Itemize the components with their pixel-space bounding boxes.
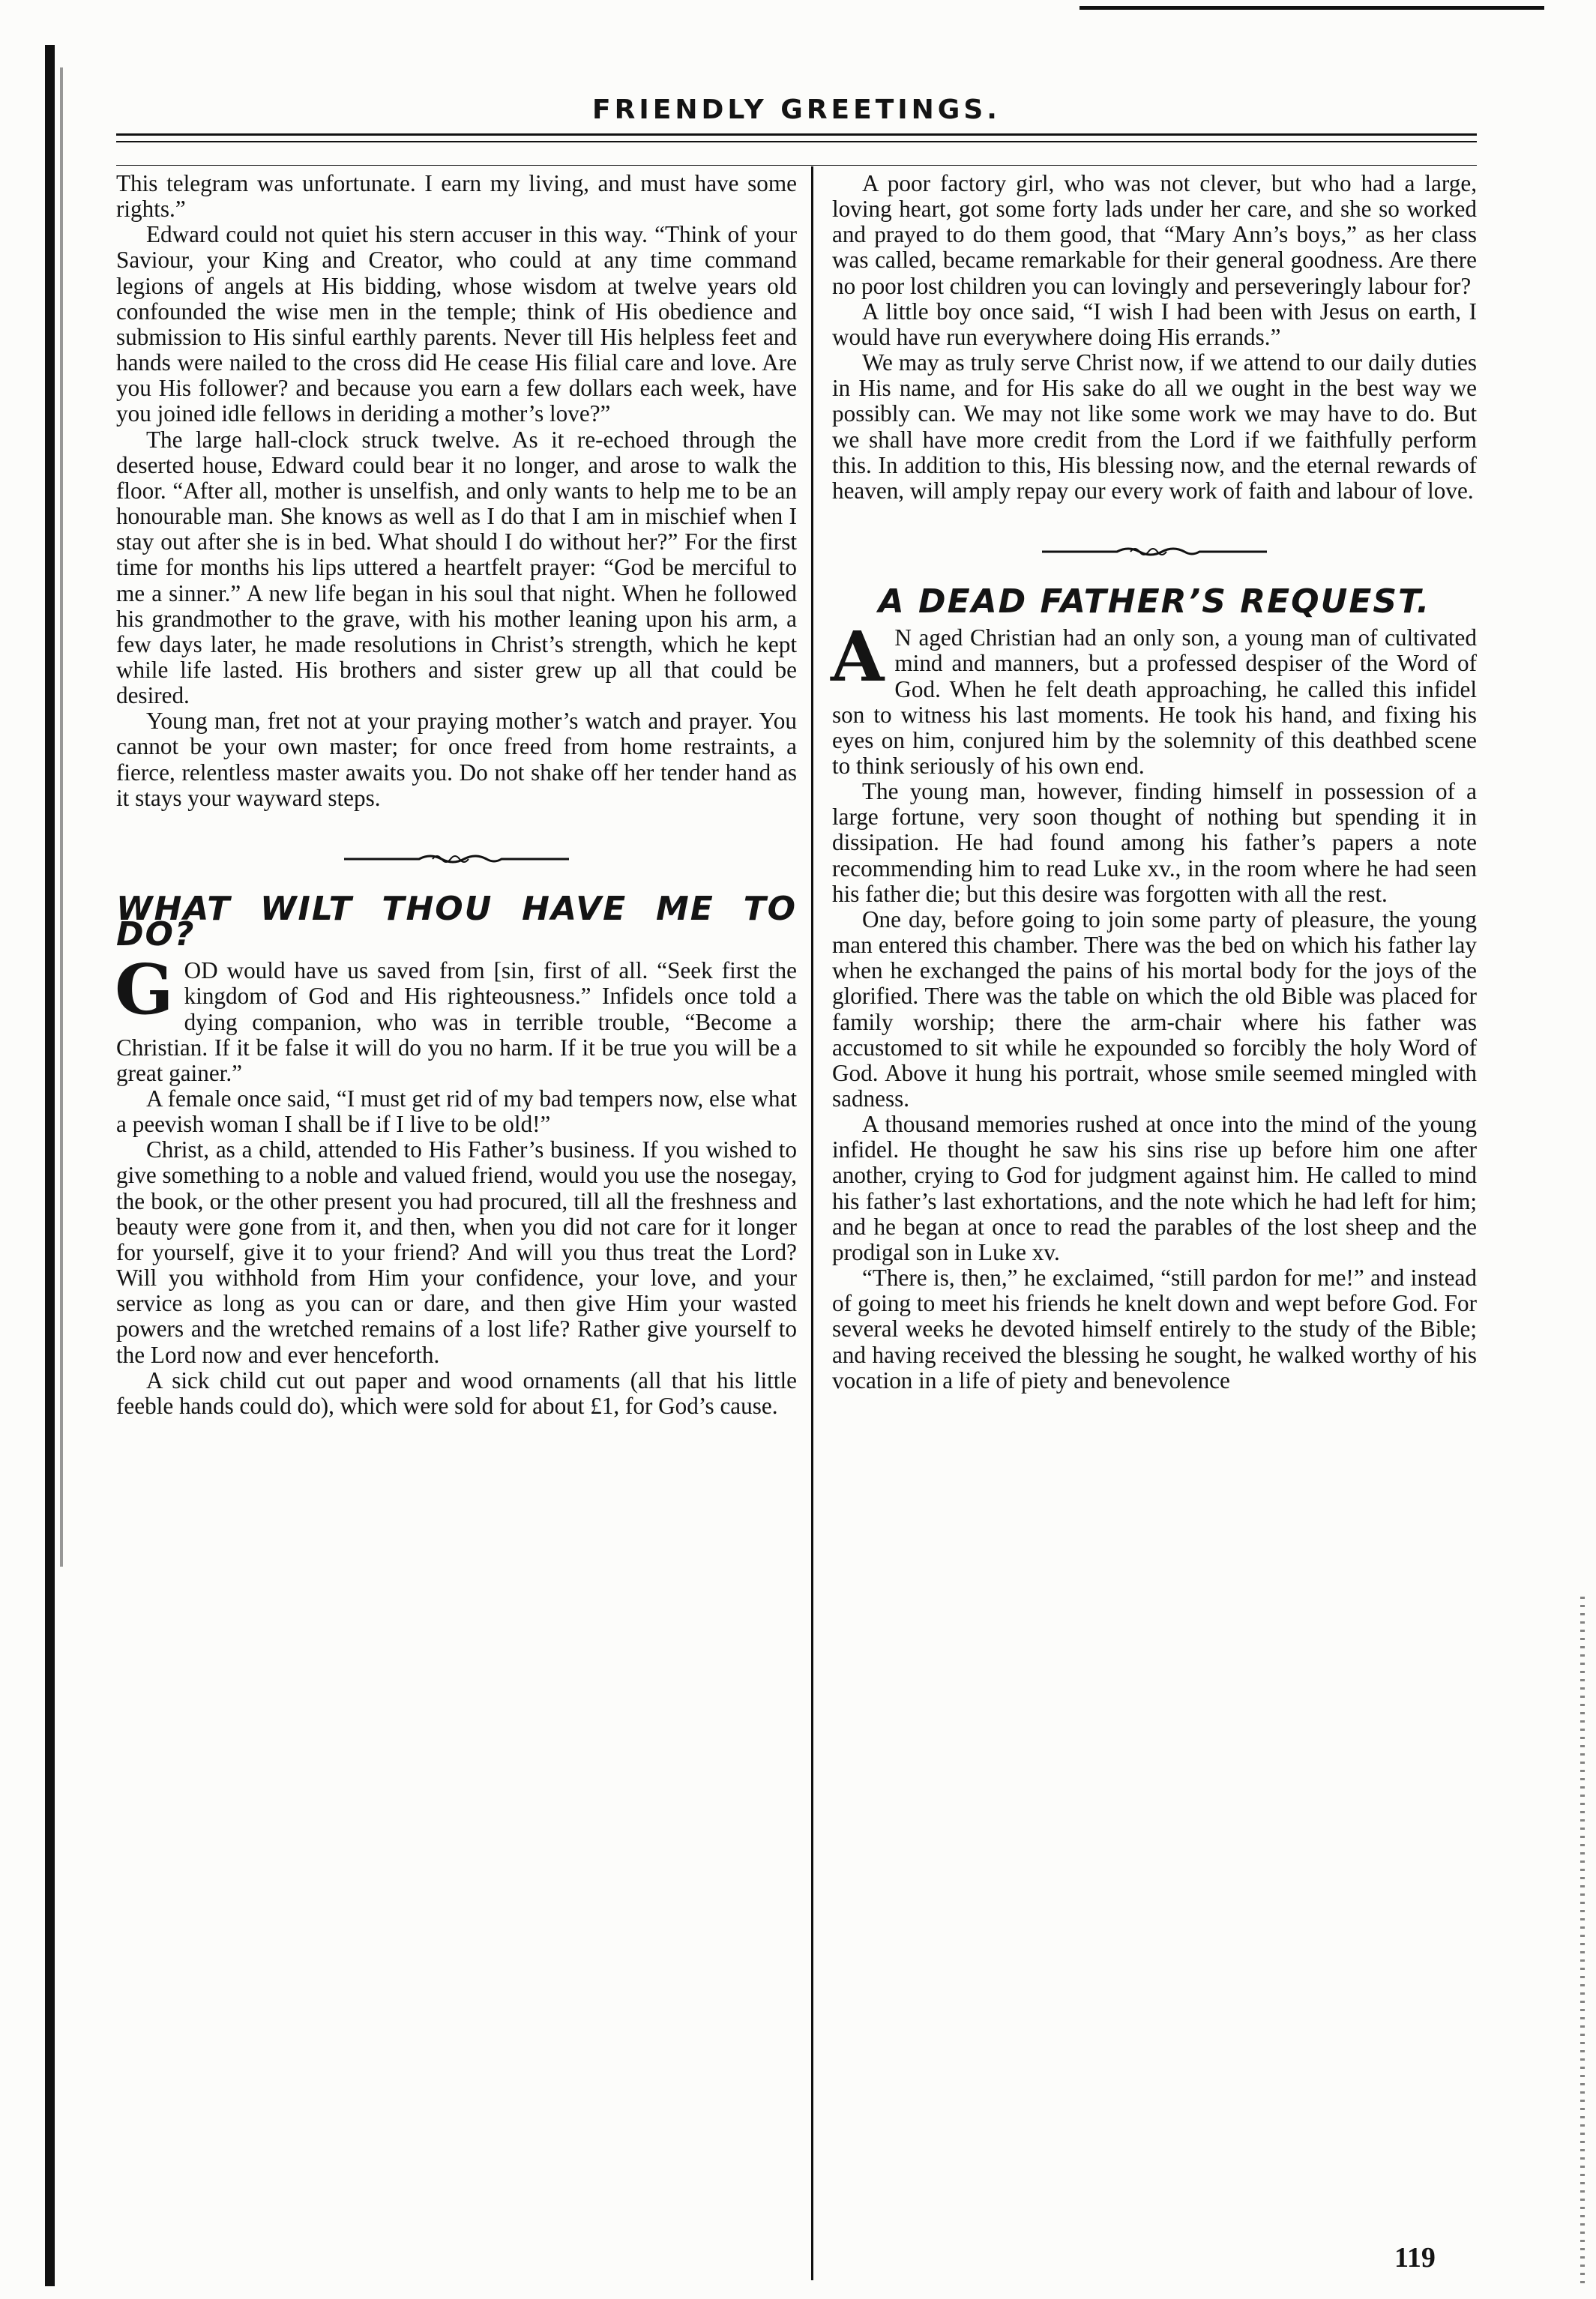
drop-cap: G <box>115 949 174 1031</box>
column-divider <box>811 166 813 2280</box>
section-title: WHAT WILT THOU HAVE ME TO DO? <box>116 889 797 954</box>
paragraph: A poor factory girl, who was not clever, but who had a large, loving heart, got some forty lads under her care, and she so worked and prayed to do them good, that “Mary Ann’s boys,” as her class was called, became remarkable for their general goodness. Are there no poor lost children you can lovingly and perseveringly labour for? <box>832 170 1477 299</box>
section-title: A DEAD FATHER’S REQUEST. <box>878 582 1431 621</box>
paragraph-text: N aged Christian had an only son, a young man of cultivated mind and manners, but a professed despiser of the Word of God. When he felt death approaching, he called this infidel son to witness his last moments. He took his hand, and fixing his eyes on him, conjured him by the solemnity of this deathbed scene to think seriously of his own end. <box>832 624 1477 779</box>
paragraph: This telegram was unfortunate. I earn my living, and must have some rights.” <box>116 170 797 223</box>
binding-shadow <box>60 67 63 1567</box>
drop-cap-rest: OD <box>184 957 218 984</box>
header-rule-thick <box>116 133 1477 136</box>
page-number: 119 <box>1394 2242 1436 2274</box>
paragraph: “There is, then,” he exclaimed, “still pardon for me!” and instead of going to meet his friends he knelt down and wept before God. For several weeks he devoted himself entirely to the study of the Bible; and having received the blessing he sought, he walked worthy of his vocation in a life of piety and benevolence <box>832 1265 1477 1393</box>
paragraph: We may as truly serve Christ now, if we attend to our daily duties in His name, and for His sake do all we ought in the best way we possibly can. We may not like some work we may have to do. But we shall have more credit from the Lord if we faithfully perform this. In addition to this, His blessing now, and the eternal rewards of heaven, will amply repay our every work of faith and labour of love. <box>832 349 1477 504</box>
header-rule-thin <box>116 141 1477 142</box>
paragraph: Christ, as a child, attended to His Father’s business. If you wished to give something to a noble and valued friend, would you use the nosegay, the book, or the other present you had procured, till all the freshness and beauty were gone from it, and then, when you did not care for it longer for yourself, give it to your friend? And will you thus treat the Lord? Will you withhold from Him your confidence, your love, and your service as long as you can or dare, and then give Him your wasted powers and the wretched remains of a lost life? Rather give yourself to the Lord now and ever henceforth. <box>116 1136 797 1368</box>
paragraph: Young man, fret not at your praying mother’s watch and prayer. You cannot be your own master; for once freed from home restraints, a fierce, relentless master awaits you. Do not shake off her tender hand as it stays your wayward steps. <box>116 708 797 811</box>
right-column <box>832 171 1477 1393</box>
ornament-divider <box>1042 543 1267 559</box>
paragraph: The young man, however, finding himself in possession of a large fortune, very soon thought of nothing but spending it in dissipation. He had found among his father’s papers a note recommending him to read Luke xv., in the room where he had seen his father die; but this desire was forgotten with all the rest. <box>832 778 1477 907</box>
paragraph: One day, before going to join some party of pleasure, the young man entered this chamber. There was the bed on which his father lay when he exchanged the pains of his mortal body for the joys of the glorified. There was the table on which the old Bible was placed for family worship; there the arm-chair where his father was accustomed to sit while he expounded so forcibly the holy Word of God. Above it hung his portrait, whose smile seemed mingled with sadness. <box>832 906 1477 1112</box>
paragraph: A thousand memories rushed at once into the mind of the young infidel. He thought he saw his sins rise up before him one after another, crying to God for judgment against him. He called to mind his father’s last exhortations, and the note which he had left for him; and he began at once to read the parables of the lost sheep and the prodigal son in Luke xv. <box>832 1111 1477 1265</box>
left-column <box>116 171 797 1419</box>
scan-edge-marks <box>1580 1597 1585 2286</box>
page-header: FRIENDLY GREETINGS. <box>592 94 1001 125</box>
ornament-divider <box>344 850 569 867</box>
header-rule-bottom <box>116 165 1477 166</box>
paragraph-text: would have us saved from [sin, first of all. “Seek first the kingdom of God and His righteousness.” Infidels once told a dying companion, who was in terrible trouble, “Become a Christian. If it be false it will do you no harm. If it be true you will be a great gainer.” <box>116 957 797 1086</box>
binding-edge <box>45 45 55 2286</box>
paragraph: The large hall-clock struck twelve. As it re-echoed through the deserted house, Edward could bear it no longer, and arose to walk the floor. “After all, mother is unselfish, and only wants to help me to be an honourable man. She knows as well as I do that I am in mischief when I stay out after she is in bed. What should I do without her?” For the first time for months his lips uttered a heartfelt prayer: “God be merciful to me a sinner.” A new life began in his soul that night. When he followed his grandmother to the grave, with his mother leaning upon his arm, a few days later, he made resolutions in Christ’s strength, which he kept while life lasted. His brothers and sister grew up all that could be desired. <box>116 426 797 709</box>
top-edge-line <box>1079 6 1544 10</box>
drop-cap-paragraph <box>831 616 1477 779</box>
drop-cap: A <box>831 616 885 698</box>
paragraph: Edward could not quiet his stern accuser in this way. “Think of your Saviour, your King and Creator, who could at any time command legions of angels at His bidding, whose wisdom at twelve years old confounded the wise men in the temple; think of His obedience and submission to His sinful earthly parents. Never till His helpless feet and hands were nailed to the cross did He cease His filial care and love. Are you His follower? and because you earn a few dollars each week, have you joined idle fellows in deriding a mother’s love?” <box>116 221 797 427</box>
paragraph: A sick child cut out paper and wood ornaments (all that his little feeble hands could do), which were sold for about £1, for God’s cause. <box>116 1367 797 1419</box>
paragraph: A female once said, “I must get rid of my bad tempers now, else what a peevish woman I shall be if I live to be old!” <box>116 1085 797 1138</box>
drop-cap-paragraph <box>115 949 797 1086</box>
paragraph: A little boy once said, “I wish I had been with Jesus on earth, I would have run everywhere doing His errands.” <box>832 298 1477 350</box>
